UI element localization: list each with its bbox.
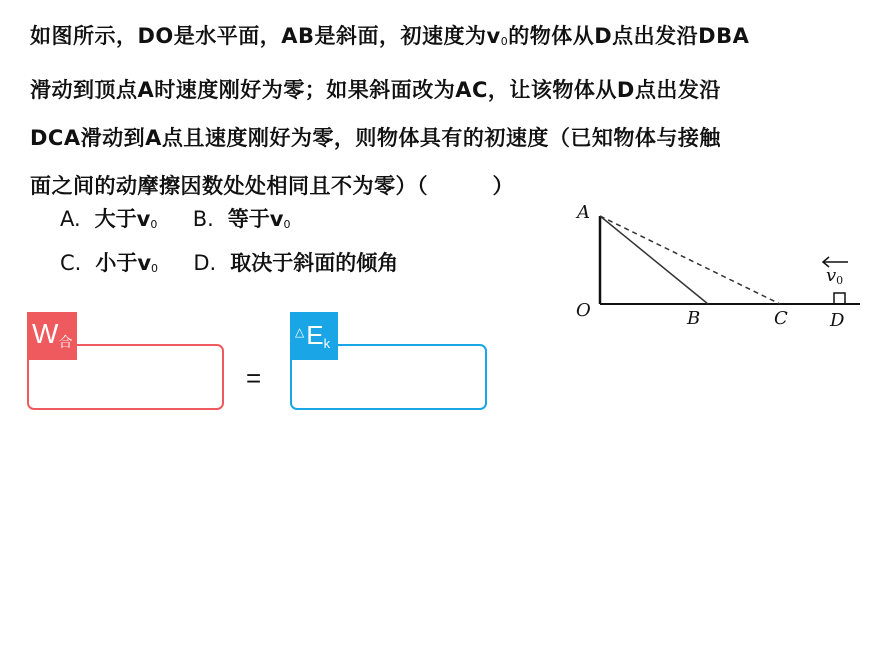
work-tag: $W_合$ — [27, 312, 77, 360]
label-o: O — [576, 300, 591, 321]
options-row-1 — [60, 200, 426, 244]
question-line-3: DCA滑动到A点且速度刚好为零，则物体具有的初速度（已知物体与接触 — [30, 126, 721, 150]
options-row-2 — [60, 244, 426, 288]
option-c[interactable]: C. 小于$v_0$ — [60, 251, 159, 275]
question-line-1: 如图所示，DO是水平面，AB是斜面，初速度为$v_0$的物体从D点出发沿DBA — [30, 24, 750, 48]
velocity-label: v0 — [826, 265, 844, 287]
label-c: C — [774, 308, 788, 329]
answer-options — [60, 200, 426, 288]
label-a: A — [577, 202, 590, 223]
block-object — [834, 293, 845, 304]
kinetic-energy-tag: $^\triangle E_k$ — [290, 312, 338, 360]
label-b: B — [687, 308, 701, 329]
question-text — [30, 12, 880, 210]
option-a[interactable]: A. 大于$v_0$ — [60, 207, 158, 231]
question-line-4: 面之间的动摩擦因数处处相同且不为零）（ ） — [30, 174, 514, 198]
v0-subscript: 0 — [500, 35, 509, 48]
equals-sign: = — [246, 363, 262, 393]
label-d: D — [830, 310, 845, 331]
option-b[interactable]: B. 等于$v_0$ — [192, 207, 291, 231]
incline-ac-dashed — [600, 216, 780, 304]
incline-ab — [600, 216, 708, 304]
incline-diagram — [568, 196, 868, 336]
question-line-2: 滑动到顶点A时速度刚好为零；如果斜面改为AC，让该物体从D点出发沿 — [30, 78, 721, 102]
option-d[interactable]: D. 取决于斜面的倾角 — [193, 251, 399, 275]
incline-diagram-svg — [568, 196, 868, 336]
